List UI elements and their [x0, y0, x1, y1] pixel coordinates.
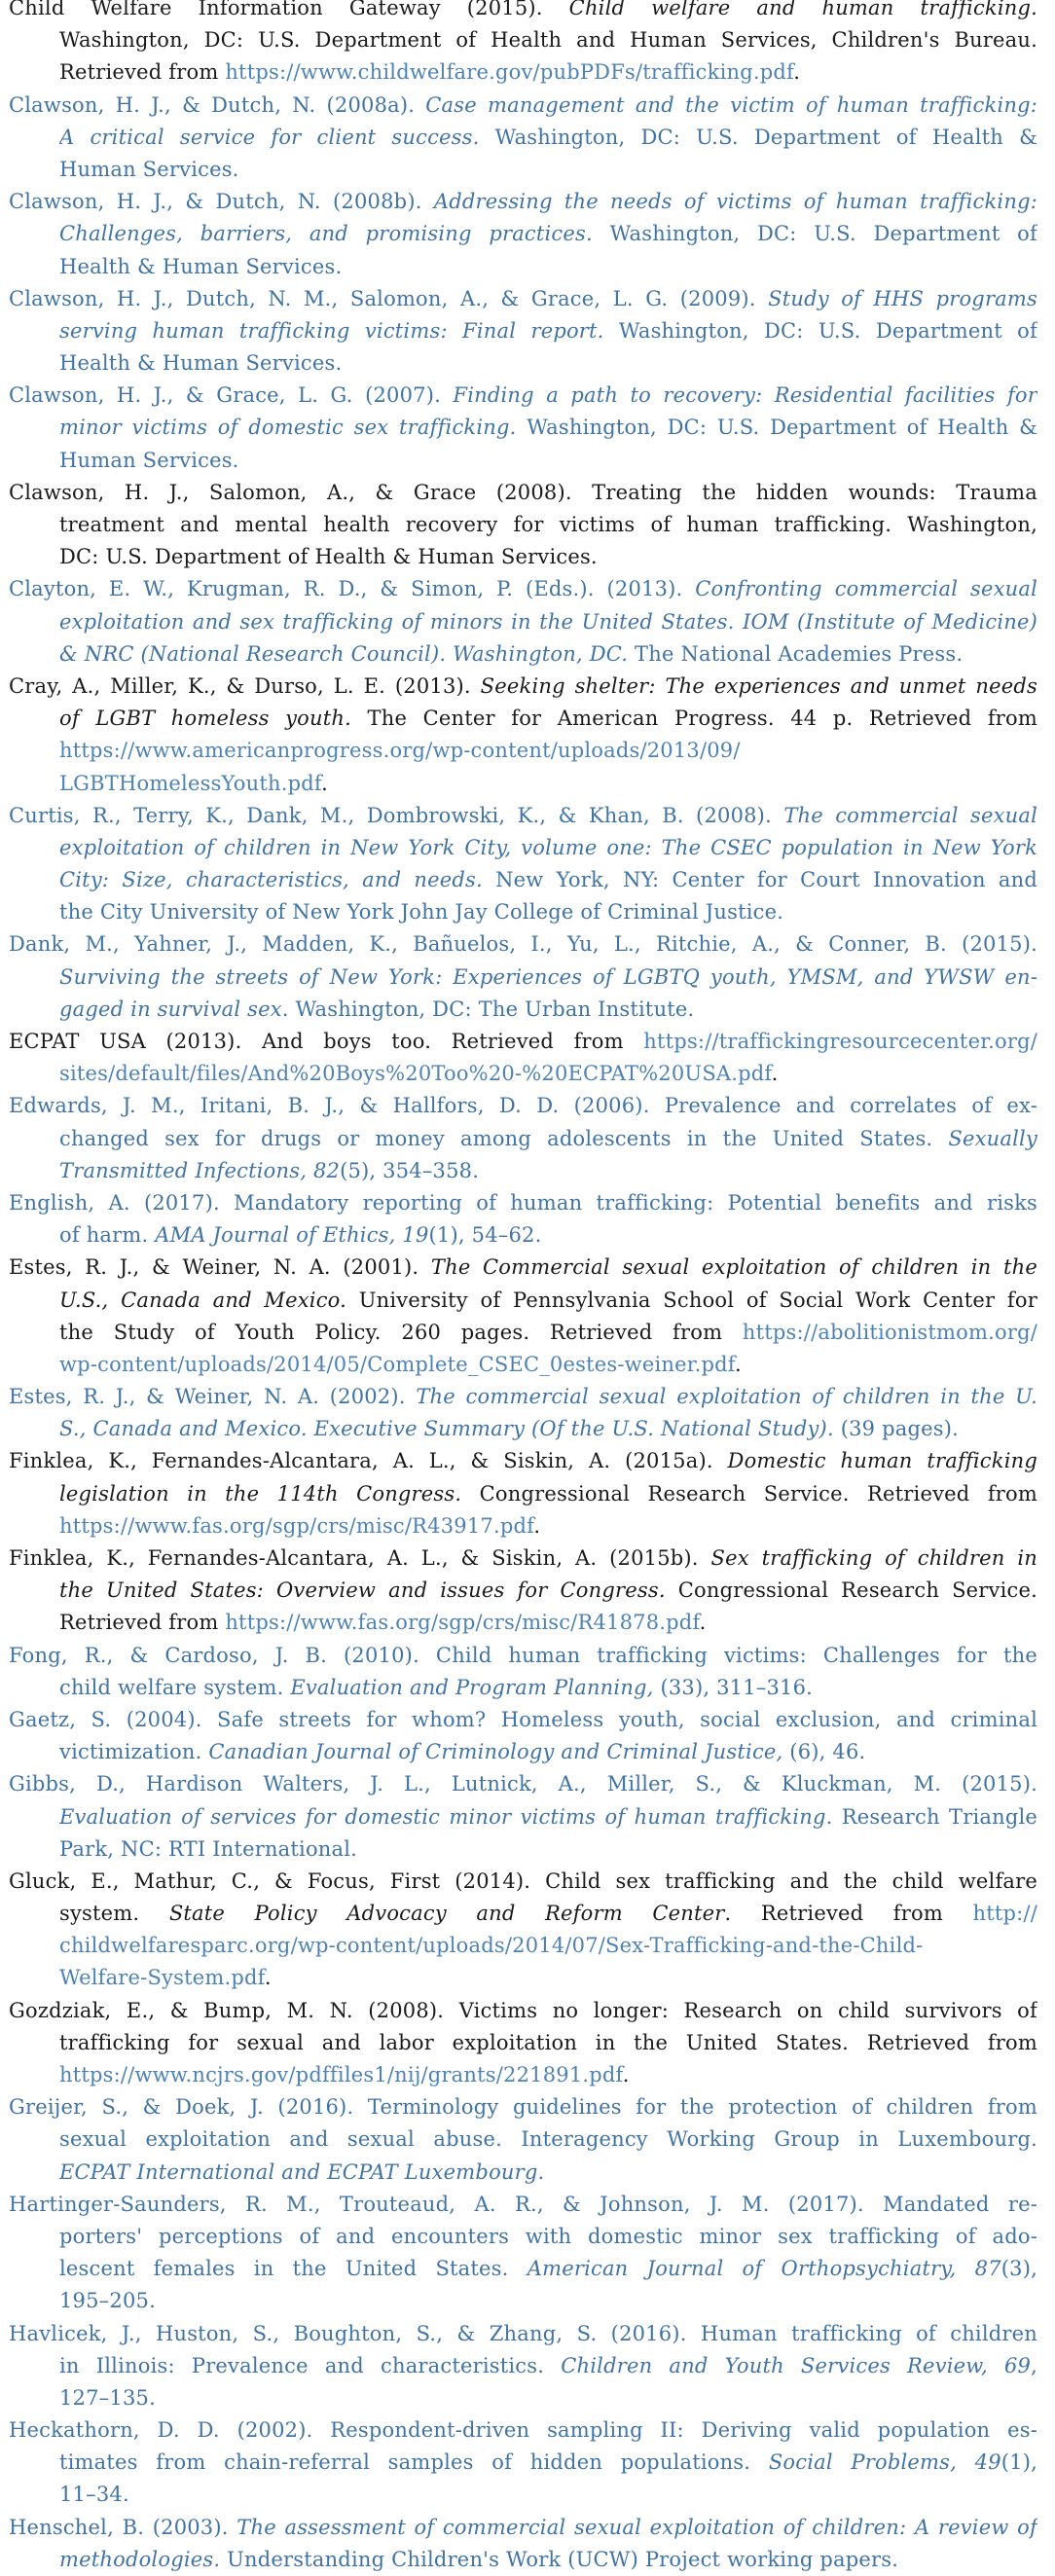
reference-text: Gozdziak, E., & Bump, M. N. (2008). Victims no longer: Research on child survivors of [9, 1998, 1037, 2022]
reference-line [9, 800, 1037, 832]
reference-text: exploitation and sex trafficking of minors in the United States. IOM (Institute of Medicine) [59, 609, 1037, 634]
reference-item [9, 1995, 1037, 2092]
reference-line [59, 347, 1037, 380]
reference-text: Dank, M., Yahner, J., Madden, K., Bañuelos, I., Yu, L., Ritchie, A., & Conner, B. (2015). [9, 932, 1037, 957]
reference-line [9, 1995, 1037, 2027]
reference-text: the City University of New York John Jay College of Criminal Justice. [59, 900, 784, 925]
reference-line [9, 1381, 1037, 1413]
reference-text: Retrieved from [59, 60, 226, 85]
reference-line [9, 573, 1037, 605]
reference-text: Estes, R. J., & Weiner, N. A. (2001). [9, 1255, 431, 1280]
reference-item [9, 573, 1037, 671]
reference-text: methodologies. [59, 2547, 228, 2571]
reference-text: Domestic human trafficking [727, 1449, 1037, 1473]
reference-text: ECPAT USA (2013). And boys too. Retrieved from [9, 1030, 644, 1053]
reference-text: changed sex for drugs or money among adolescents in the United States. [59, 1126, 949, 1150]
reference-line [59, 703, 1037, 735]
reference-line [59, 606, 1037, 638]
reference-text: U.S., Canada and Mexico. [59, 1288, 359, 1312]
reference-line [59, 412, 1037, 444]
reference-line [9, 1187, 1037, 1219]
reference-text: The commercial sexual exploitation of children in the U. [416, 1385, 1037, 1409]
reference-text: Health & Human Services. [59, 254, 343, 278]
reference-line [59, 1575, 1037, 1607]
reference-text: Challenges, barriers, and promising practices. [59, 222, 610, 246]
reference-line [59, 1317, 1037, 1349]
reference-line [59, 541, 1037, 573]
reference-item [9, 928, 1037, 1026]
reference-text: Park, NC: RTI International. [59, 1836, 358, 1861]
reference-text: S., Canada and Mexico. Executive Summary (Of the U.S. National Study). [59, 1417, 841, 1441]
reference-line [59, 24, 1037, 56]
reference-line [59, 1478, 1037, 1510]
reference-text: Finding a path to recovery: Residential facilities for [453, 383, 1037, 408]
reference-text: the United States: Overview and issues for Congress. [59, 1578, 678, 1603]
reference-item [9, 671, 1037, 800]
reference-text: Child Welfare Information Gateway (2015). [9, 0, 569, 19]
reference-line [59, 864, 1037, 896]
reference-text: Congressional Research Service. [677, 1578, 1037, 1603]
reference-text: Curtis, R., Terry, K., Dank, M., Dombrowski, K., & Khan, B. (2008). [9, 803, 784, 827]
reference-line [59, 1510, 1037, 1542]
reference-text: Cray, A., Miller, K., & Durso, L. E. (2013). [9, 673, 481, 698]
reference-text: Gluck, E., Mathur, C., & Focus, First (2014). Child sex trafficking and the child welfare [9, 1869, 1037, 1893]
references-list [9, 0, 1037, 2576]
reference-line [9, 2414, 1037, 2447]
reference-line [59, 896, 1037, 928]
reference-url-link[interactable]: https://www.americanprogress.org/wp-content/uploads/2013/09/ [59, 739, 741, 763]
reference-item [9, 283, 1037, 381]
reference-url-link[interactable]: LGBTHomelessYouth.pdf [59, 771, 322, 795]
reference-line [9, 2091, 1037, 2123]
reference-text: Human Services. [59, 157, 239, 181]
reference-item [9, 1542, 1037, 1640]
reference-line [59, 1285, 1037, 1317]
reference-line [59, 1349, 1037, 1381]
reference-text: (1), 54–62. [428, 1223, 542, 1248]
reference-text: legislation in the 114th Congress. [59, 1481, 480, 1506]
reference-text: Case management and the victim of human trafficking: [425, 92, 1037, 117]
reference-item [9, 2318, 1037, 2415]
reference-line [9, 186, 1037, 218]
reference-text: State Policy Advocacy and Reform Center [168, 1902, 725, 1926]
reference-text: Henschel, B. (2003). [9, 2515, 237, 2539]
reference-text: in Illinois: Prevalence and characteristics. [59, 2353, 562, 2377]
reference-item [9, 1640, 1037, 1704]
reference-text: lescent females in the United States. [59, 2257, 528, 2281]
reference-text: Havlicek, J., Huston, S., Boughton, S., & Zhang, S. (2016). Human trafficking of children [9, 2321, 1037, 2345]
reference-line [59, 251, 1037, 283]
reference-text: treatment and mental health recovery for victims of human trafficking. Washington, [59, 513, 1037, 536]
reference-line [9, 2512, 1037, 2544]
reference-text: Congressional Research Service. Retrieved from [479, 1481, 1037, 1506]
reference-item [9, 1090, 1037, 1187]
reference-text: Washington, DC: U.S. Department of Health & [527, 416, 1037, 440]
reference-item [9, 2091, 1037, 2189]
reference-text: University of Pennsylvania School of Social Work Center for [358, 1288, 1037, 1312]
reference-text: Study of HHS programs [768, 286, 1037, 310]
reference-text: . [533, 1513, 541, 1538]
reference-text: . [622, 2063, 630, 2086]
reference-text: Clawson, H. J., & Grace, L. G. (2007). [9, 383, 454, 408]
reference-line [9, 1542, 1037, 1575]
reference-item [9, 1768, 1037, 1866]
reference-item [9, 186, 1037, 283]
reference-line [9, 1768, 1037, 1800]
reference-line [59, 1833, 1037, 1866]
reference-text: , [1031, 2353, 1037, 2377]
reference-item [9, 90, 1037, 187]
reference-text: (39 pages). [840, 1417, 959, 1441]
reference-url-link[interactable]: sites/default/files/And%20Boys%20Too%20-%20ECPAT%20USA.pdf [59, 1062, 772, 1086]
reference-text: ECPAT International and ECPAT Luxembourg [59, 2159, 538, 2184]
reference-text: The commercial sexual [783, 803, 1037, 827]
reference-text: Understanding Children's Work (UCW) Project working papers. [227, 2547, 899, 2571]
reference-item [9, 477, 1037, 574]
reference-text: . Retrieved from [724, 1902, 973, 1926]
reference-line [9, 477, 1037, 509]
reference-url-link[interactable]: childwelfaresparc.org/wp-content/uploads/2014/07/Sex-Trafficking-and-the-Child- [59, 1934, 924, 1958]
reference-item [9, 1381, 1037, 1445]
reference-item [9, 2512, 1037, 2576]
reference-line [9, 1090, 1037, 1122]
reference-text: victimization. [59, 1740, 209, 1764]
reference-line [9, 283, 1037, 315]
reference-text: 11–34. [59, 2483, 129, 2507]
reference-text: Addressing the needs of victims of human trafficking: [433, 190, 1037, 214]
reference-text: DC: U.S. Department of Health & Human Services. [59, 545, 598, 569]
reference-text: Gibbs, D., Hardison Walters, J. L., Lutnick, A., Miller, S., & Kluckman, M. (2015). [9, 1772, 1037, 1796]
reference-text: Gaetz, S. (2004). Safe streets for whom? Homeless youth, social exclusion, and criminal [9, 1707, 1037, 1731]
reference-item [9, 2189, 1037, 2318]
reference-text: of harm. [59, 1223, 156, 1248]
reference-url-link[interactable]: https://www.fas.org/sgp/crs/misc/R41878.pdf [225, 1611, 700, 1635]
reference-line [9, 1445, 1037, 1477]
reference-text: Clawson, H. J., & Dutch, N. (2008a). [9, 92, 426, 117]
reference-text: Child welfare and human trafficking. [568, 0, 1037, 19]
reference-text: Canadian Journal of Criminology and Criminal Justice, [208, 1740, 783, 1764]
reference-text: Finklea, K., Fernandes-Alcantara, A. L., & Siskin, A. (2015b). [9, 1546, 711, 1570]
reference-text: . [793, 60, 801, 85]
reference-text: Clawson, H. J., Dutch, N. M., Salomon, A., & Grace, L. G. (2009). [9, 286, 769, 310]
reference-line [59, 2350, 1037, 2382]
reference-text: . [321, 771, 329, 795]
reference-text: A critical service for client success. [59, 125, 495, 149]
reference-url-link[interactable]: https://www.childwelfare.gov/pubPDFs/trafficking.pdf [225, 60, 794, 85]
reference-text: Seeking shelter: The experiences and unmet needs [480, 673, 1037, 698]
reference-line [59, 218, 1037, 250]
reference-line [9, 2189, 1037, 2221]
reference-line [9, 671, 1037, 703]
reference-text: Sexually [948, 1126, 1037, 1150]
reference-text: Finklea, K., Fernandes-Alcantara, A. L., & Siskin, A. (2015a). [9, 1449, 728, 1473]
reference-url-link[interactable]: https://www.fas.org/sgp/crs/misc/R43917.pdf [59, 1513, 534, 1538]
reference-line [59, 638, 1037, 671]
reference-text: Evaluation and Program Planning, [290, 1675, 654, 1699]
reference-text: Clawson, H. J., & Dutch, N. (2008b). [9, 190, 434, 214]
reference-text: Retrieved from [59, 1611, 226, 1635]
reference-text: Hartinger-Saunders, R. M., Trouteaud, A. R., & Johnson, J. M. (2017). Mandated re- [9, 2192, 1037, 2216]
reference-text: Sex trafficking of children in [710, 1546, 1037, 1570]
reference-text: 127–135. [59, 2385, 156, 2410]
reference-text: Fong, R., & Cardoso, J. B. (2010). Child human trafficking victims: Challenges for the [9, 1643, 1037, 1667]
reference-text: Human Services. [59, 448, 239, 472]
reference-line [9, 928, 1037, 961]
reference-url-link[interactable]: https://abolitionistmom.org/ [742, 1320, 1037, 1344]
reference-text: & NRC (National Research Council). Washington, DC. [59, 641, 636, 666]
reference-text: (6), 46. [782, 1740, 866, 1764]
reference-text: Greijer, S., & Doek, J. (2016). Terminology guidelines for the protection of children from [9, 2095, 1037, 2120]
reference-line [59, 2059, 1037, 2091]
reference-text: The National Academies Press. [635, 641, 964, 666]
reference-text: minor victims of domestic sex trafficking. [59, 416, 528, 440]
reference-line [59, 994, 1037, 1026]
reference-line [59, 56, 1037, 89]
reference-text: Estes, R. J., & Weiner, N. A. (2002). [9, 1385, 417, 1409]
reference-text: timates from chain-referral samples of hidden populations. [59, 2450, 769, 2475]
reference-line [59, 1962, 1037, 1994]
reference-text: Transmitted Infections, 82 [59, 1158, 341, 1182]
reference-text: The Commercial sexual exploitation of children in the [430, 1255, 1037, 1280]
reference-text: (3), [1000, 2257, 1037, 2281]
reference-item [9, 1704, 1037, 1768]
reference-line [59, 445, 1037, 477]
reference-text: (5), 354–358. [340, 1158, 480, 1182]
reference-text: The Center for American Progress. 44 p. Retrieved from [367, 707, 1037, 731]
reference-text: system. [59, 1902, 169, 1926]
reference-text: Health & Human Services. [59, 351, 343, 376]
reference-item [9, 1252, 1037, 1381]
reference-text: AMA Journal of Ethics, 19 [155, 1223, 429, 1248]
reference-line [59, 2221, 1037, 2253]
reference-line [9, 1640, 1037, 1672]
reference-text: sexual exploitation and sexual abuse. Interagency Working Group in Luxembourg. [59, 2127, 1037, 2152]
reference-line [59, 1219, 1037, 1252]
reference-text: gaged in survival sex. [59, 997, 296, 1021]
reference-line [59, 1672, 1037, 1704]
reference-item [9, 1026, 1037, 1090]
reference-line [59, 2027, 1037, 2059]
reference-text: . [699, 1611, 707, 1635]
reference-item [9, 1445, 1037, 1542]
reference-text: . [264, 1966, 272, 1990]
reference-text: . [537, 2159, 545, 2184]
reference-line [9, 1866, 1037, 1898]
reference-line [9, 380, 1037, 412]
reference-line [59, 961, 1037, 994]
reference-text: Washington, DC: U.S. Department of [618, 318, 1037, 343]
reference-line [59, 735, 1037, 767]
reference-line [59, 1801, 1037, 1833]
reference-text: Evaluation of services for domestic minor victims of human trafficking. [59, 1804, 842, 1829]
reference-line [59, 2157, 1037, 2189]
reference-text: City: Size, characteristics, and needs. [59, 868, 496, 892]
reference-line [59, 2479, 1037, 2511]
reference-text: Social Problems, 49 [768, 2450, 1001, 2475]
reference-item [9, 1187, 1037, 1252]
reference-line [59, 1930, 1037, 1962]
reference-line [59, 2544, 1037, 2576]
reference-line [59, 1898, 1037, 1930]
reference-text: Washington, DC: U.S. Department of [609, 222, 1037, 246]
reference-text: Children and Youth Services Review, 69 [561, 2353, 1032, 2377]
reference-line [59, 1155, 1037, 1187]
reference-line [59, 2285, 1037, 2317]
reference-text: serving human trafficking victims: Final report. [59, 318, 619, 343]
reference-text: The assessment of commercial sexual exploitation of children: A review of [236, 2515, 1037, 2539]
reference-line [59, 122, 1037, 154]
reference-text: (33), 311–316. [653, 1675, 814, 1699]
reference-line [59, 1607, 1037, 1639]
reference-text: 195–205. [59, 2289, 156, 2313]
reference-line [9, 2318, 1037, 2350]
reference-item [9, 0, 1037, 90]
reference-line [59, 1123, 1037, 1155]
reference-item [9, 2414, 1037, 2512]
reference-line [9, 90, 1037, 122]
reference-url-link[interactable]: http:// [972, 1902, 1037, 1926]
reference-text: Washington, DC: U.S. Department of Health and Human Services, Children's Bureau. [59, 28, 1037, 53]
reference-item [9, 1866, 1037, 1995]
reference-line [59, 2382, 1037, 2414]
reference-url-link[interactable]: wp-content/uploads/2014/05/Complete_CSEC_0estes-weiner.pdf [59, 1352, 736, 1376]
reference-url-link[interactable]: https://traffickingresourcecenter.org/ [643, 1030, 1037, 1053]
reference-line [59, 1736, 1037, 1768]
reference-item [9, 800, 1037, 929]
reference-line [59, 832, 1037, 864]
reference-text: New York, NY: Center for Court Innovation and [495, 868, 1037, 892]
reference-text: exploitation of children in New York City, volume one: The CSEC population in New York [59, 835, 1037, 859]
reference-line [59, 1413, 1037, 1445]
reference-text: Research Triangle [841, 1804, 1037, 1829]
reference-text: Clawson, H. J., Salomon, A., & Grace (2008). Treating the hidden wounds: Trauma [9, 480, 1037, 504]
reference-text: Clayton, E. W., Krugman, R. D., & Simon, P. (Eds.). (2013). [9, 577, 696, 601]
reference-line [59, 154, 1037, 186]
reference-text: . [735, 1352, 742, 1376]
reference-text: trafficking for sexual and labor exploitation in the United States. Retrieved from [59, 2030, 1037, 2054]
reference-text: Washington, DC: The Urban Institute. [295, 997, 695, 1021]
reference-text: of LGBT homeless youth. [59, 707, 368, 731]
reference-line [9, 1704, 1037, 1736]
reference-line [59, 315, 1037, 347]
reference-line [59, 2253, 1037, 2285]
reference-text: Heckathorn, D. D. (2002). Respondent-driven sampling II: Deriving valid population es- [9, 2418, 1037, 2443]
reference-text: Confronting commercial sexual [695, 577, 1037, 601]
reference-text: the Study of Youth Policy. 260 pages. Retrieved from [59, 1320, 743, 1344]
reference-line [59, 2447, 1037, 2479]
reference-line [9, 0, 1037, 24]
reference-text: American Journal of Orthopsychiatry, 87 [527, 2257, 1001, 2281]
reference-text: Washington, DC: U.S. Department of Health & [494, 125, 1037, 149]
reference-text: . [771, 1062, 779, 1086]
reference-text: child welfare system. [59, 1675, 291, 1699]
reference-line [59, 768, 1037, 800]
reference-text: Edwards, J. M., Iritani, B. J., & Hallfors, D. D. (2006). Prevalence and correlates of ex- [9, 1094, 1037, 1118]
reference-text: English, A. (2017). Mandatory reporting of human trafficking: Potential benefits and risks [9, 1190, 1037, 1215]
reference-text: porters' perceptions of and encounters with domestic minor sex trafficking of ado- [59, 2224, 1037, 2248]
reference-text: Surviving the streets of New York: Experiences of LGBTQ youth, YMSM, and YWSW en- [59, 964, 1037, 989]
reference-text: (1), [1000, 2450, 1037, 2475]
reference-url-link[interactable]: https://www.ncjrs.gov/pdffiles1/nij/grants/221891.pdf [59, 2063, 623, 2086]
reference-line [59, 509, 1037, 541]
reference-item [9, 380, 1037, 477]
reference-line [59, 1058, 1037, 1090]
reference-line [9, 1026, 1037, 1058]
reference-line [59, 2123, 1037, 2156]
reference-line [9, 1252, 1037, 1284]
reference-url-link[interactable]: Welfare-System.pdf [59, 1966, 265, 1990]
